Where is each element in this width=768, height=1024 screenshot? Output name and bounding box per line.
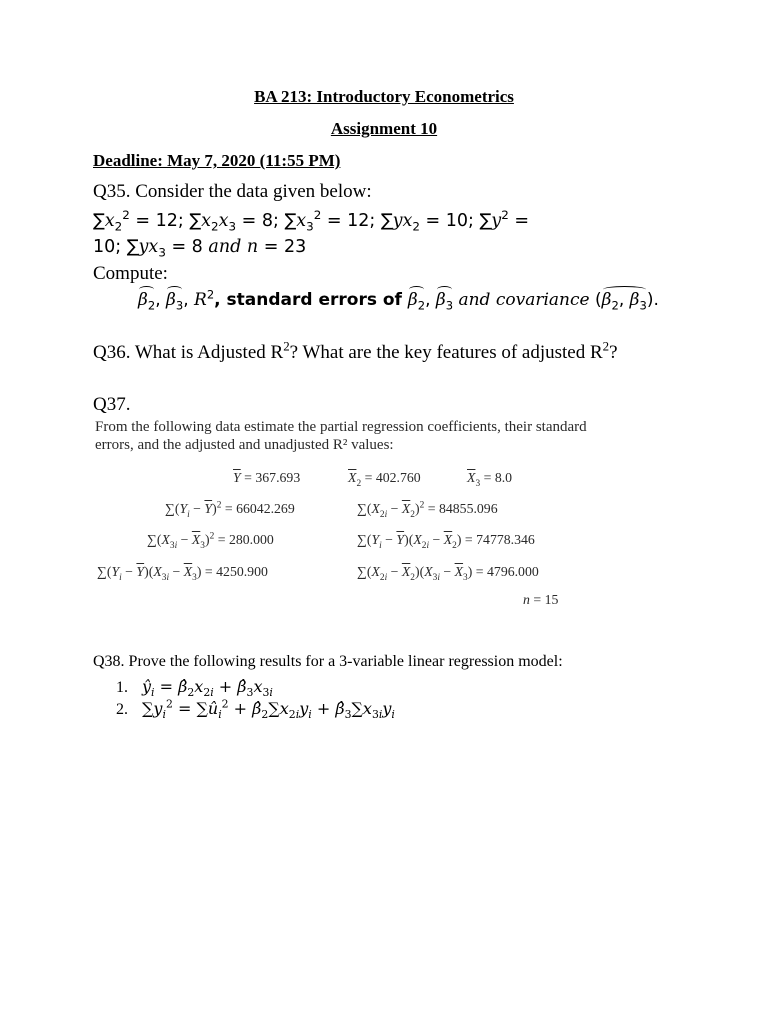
eq-sum-y-x2-cross: $\sum(Y_i - \overline{Y})(X_{2i} - \overline{X}_2) = 74778.346$	[357, 532, 535, 551]
q37-scanned-excerpt	[95, 418, 615, 618]
eq-n: n = 15	[523, 592, 559, 607]
q38-prompt: Q38. Prove the following results for a 3-variable linear regression model:	[93, 653, 563, 670]
q35-term: $\sum yx_3 = 8$	[126, 237, 203, 260]
eq-sum-x2-x3-cross: $\sum(X_{2i} - \overline{X}_2)(X_{3i} - \overline{X}_3) = 4796.000$	[357, 564, 539, 583]
q37-label: Q37.	[93, 394, 131, 415]
eq-sum-y-dev-sq: $\sum(Y_i - \overline{Y})^2 = 66042.269$	[165, 500, 295, 520]
q35-term: $\sum y^2$ =	[479, 208, 529, 231]
q35-covariance-label: and covariance	[458, 290, 590, 310]
q35-term: $\sum x_3^2 = 12$;	[284, 208, 376, 234]
q36-prompt: Q36. What is Adjusted $R^2$? What are the key features of adjusted $R^2$?	[93, 338, 618, 363]
q37-intro: From the following data estimate the partial regression coefficients, their standard errors, and the adjusted and unadjusted R² values:	[95, 419, 587, 453]
q35-compute-expression: $\beta_2$, $\beta_3$, $R^2$, standard errors of $\beta_2$, $\beta_3$ and covariance ($\beta_2$, $\beta_3$).	[138, 287, 659, 313]
q35-compute-label: Compute:	[93, 263, 168, 284]
eq-x2-mean: $\overline{X}_2 = 402.760$	[348, 470, 421, 489]
q38-item-1: 1. $ŷ_i$ = $\betâ_2x_{2i}$ + $\betâ_3x_{3i}$	[116, 677, 273, 700]
eq-sum-y-x3-cross: $\sum(Y_i - \overline{Y})(X_{3i} - \overline{X}_3) = 4250.900$	[97, 564, 268, 583]
eq-sum-x3-dev-sq: $\sum(X_{3i} - \overline{X}_3)^2 = 280.000$	[147, 531, 274, 551]
course-title: BA 213: Introductory Econometrics	[254, 87, 514, 106]
eq-y-mean: $\overline{Y} = 367.693$	[233, 470, 301, 485]
eq-x3-mean: $\overline{X}_3 = 8.0$	[467, 470, 513, 489]
q35-term: $\sum x_2^2 = 12$;	[93, 208, 184, 234]
q35-text: Consider the data given below:	[130, 181, 372, 202]
q35-label: Q35.	[93, 181, 131, 202]
assignment-number: Assignment 10	[330, 119, 438, 138]
q35-prompt	[93, 181, 372, 203]
q35-data-line-2	[93, 237, 307, 260]
deadline: Deadline: May 7, 2020 (11:55 PM)	[93, 151, 341, 170]
q35-term: $\sum x_2x_3 = 8$;	[189, 211, 279, 234]
q35-term: 10;	[93, 237, 122, 257]
q35-data-line-1	[93, 208, 529, 234]
q38-item-2: 2. $\sum y_i^2$ = $\sum û_i^2$ + $\betâ_2\sum x_{2i}y_i$ + $\betâ_3\sum x_{3i}y_i$	[116, 697, 395, 722]
q35-term: $\sum yx_2 = 10$;	[380, 211, 474, 234]
eq-sum-x2-dev-sq: $\sum(X_{2i} - \overline{X}_2)^2 = 84855.096$	[357, 500, 498, 520]
q35-standard-errors: , standard errors of	[214, 290, 408, 310]
q35-term: and n = 23	[208, 237, 307, 257]
